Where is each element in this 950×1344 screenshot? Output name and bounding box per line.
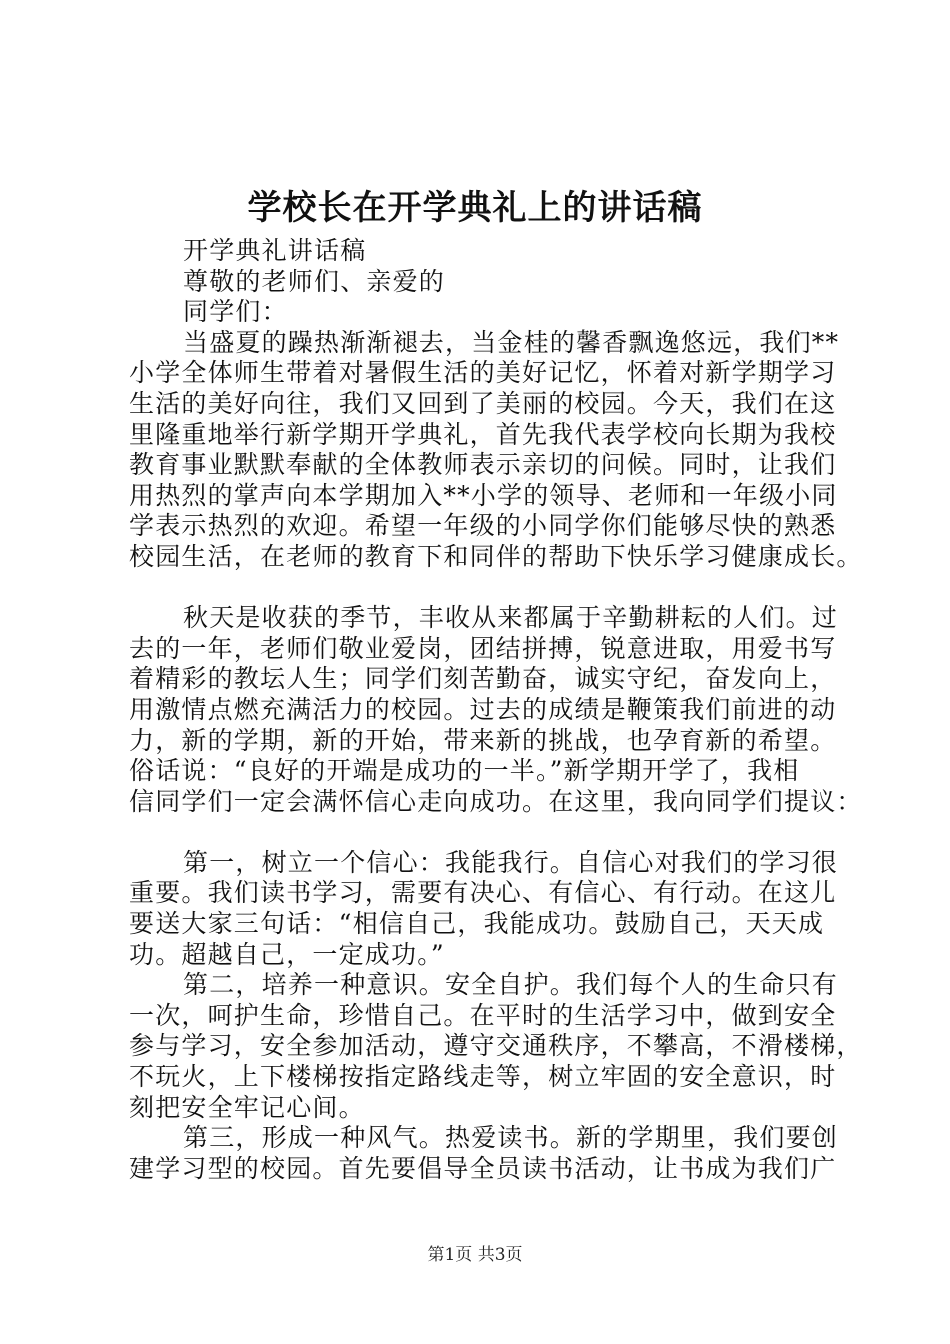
document-title: 学校长在开学典礼上的讲话稿 bbox=[247, 188, 703, 228]
text-line: 功。超越自己，一定成功。” bbox=[129, 939, 445, 969]
page-footer: 第1页 共3页 bbox=[427, 1245, 523, 1265]
text-line: 重要。我们读书学习，需要有决心、有信心、有行动。在这儿 bbox=[129, 878, 837, 908]
text-line: 同学们： bbox=[183, 297, 288, 327]
text-line: 教育事业默默奉献的全体教师表示亲切的问候。同时，让我们 bbox=[129, 450, 837, 480]
text-line: 校园生活，在老师的教育下和同伴的帮助下快乐学习健康成长。 bbox=[129, 541, 863, 571]
text-line: 生活的美好向往，我们又回到了美丽的校园。今天，我们在这 bbox=[129, 388, 837, 418]
paragraph-gap bbox=[129, 817, 855, 848]
text-line: 里隆重地举行新学期开学典礼，首先我代表学校向长期为我校 bbox=[129, 419, 837, 449]
text-line: 学表示热烈的欢迎。希望一年级的小同学你们能够尽快的熟悉 bbox=[129, 511, 837, 541]
text-line: 不玩火，上下楼梯按指定路线走等，树立牢固的安全意识，时 bbox=[129, 1062, 837, 1092]
text-line: 第三，形成一种风气。热爱读书。新的学期里，我们要创 bbox=[183, 1123, 839, 1153]
text-line: 要送大家三句话：“相信自己，我能成功。鼓励自己，天天成 bbox=[129, 909, 825, 939]
text-line: 开学典礼讲话稿 bbox=[183, 236, 367, 265]
text-line: 用热烈的掌声向本学期加入**小学的领导、老师和一年级小同 bbox=[129, 480, 838, 510]
text-line: 力，新的学期，新的开始，带来新的挑战，也孕育新的希望。 bbox=[129, 725, 837, 755]
text-line: 建学习型的校园。首先要倡导全员读书活动，让书成为我们广 bbox=[129, 1153, 837, 1183]
text-line: 一次，呵护生命，珍惜自己。在平时的生活学习中，做到安全 bbox=[129, 1000, 837, 1030]
text-line: 第二，培养一种意识。安全自护。我们每个人的生命只有 bbox=[183, 970, 839, 1000]
text-line: 参与学习，安全参加活动，遵守交通秩序，不攀高，不滑楼梯， bbox=[129, 1031, 863, 1061]
text-line: 用激情点燃充满活力的校园。过去的成绩是鞭策我们前进的动 bbox=[129, 694, 837, 724]
text-line: 刻把安全牢记心间。 bbox=[129, 1092, 365, 1122]
text-line: 俗话说：“良好的开端是成功的一半。”新学期开学了，我相 bbox=[129, 756, 800, 786]
text-line: 秋天是收获的季节，丰收从来都属于辛勤耕耘的人们。过 bbox=[183, 603, 839, 633]
text-line: 着精彩的教坛人生；同学们刻苦勤奋，诚实守纪，奋发向上， bbox=[129, 664, 837, 694]
text-line: 去的一年，老师们敬业爱岗，团结拼搏，锐意进取，用爱书写 bbox=[129, 633, 837, 663]
text-line: 当盛夏的躁热渐渐褪去，当金桂的馨香飘逸悠远，我们** bbox=[183, 327, 840, 357]
document-body bbox=[129, 236, 863, 1184]
text-line: 第一，树立一个信心：我能我行。自信心对我们的学习很 bbox=[183, 847, 839, 877]
text-line: 尊敬的老师们、亲爱的 bbox=[183, 266, 446, 296]
text-line: 小学全体师生带着对暑假生活的美好记忆，怀着对新学期学习 bbox=[129, 358, 837, 388]
paragraph-gap bbox=[129, 573, 855, 604]
text-line: 信同学们一定会满怀信心走向成功。在这里，我向同学们提议： bbox=[129, 786, 863, 816]
